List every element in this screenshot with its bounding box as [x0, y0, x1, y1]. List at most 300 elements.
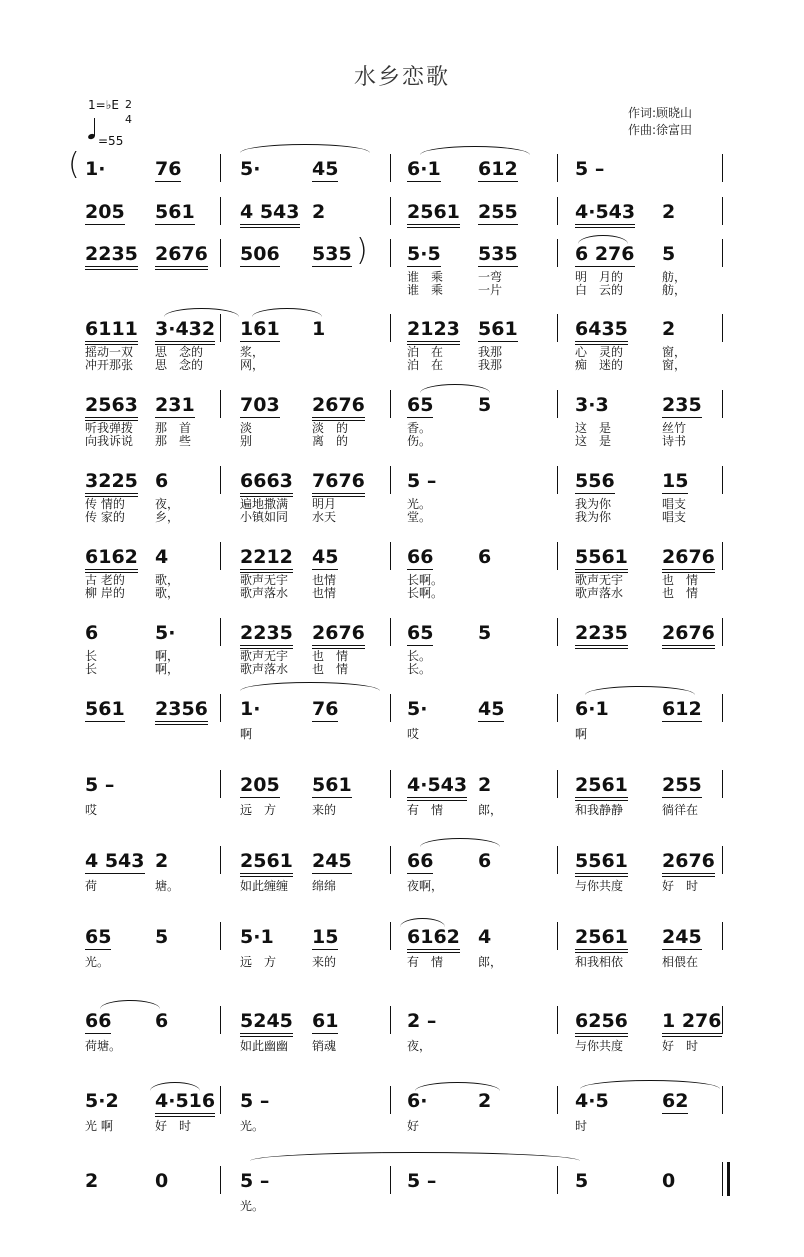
slur-mark: [250, 1152, 580, 1161]
lyric-text: 远 方: [240, 803, 277, 817]
lyric-text: 舫，: [662, 283, 687, 297]
note-group: 3·432: [155, 318, 215, 345]
bar-line: [557, 314, 558, 342]
lyric-text: 郎，: [478, 955, 503, 969]
note-group: 15: [662, 470, 689, 492]
repeat-bracket-icon: ): [356, 233, 368, 268]
lyric-text: 夜，: [155, 497, 180, 511]
note-group: 5 –: [240, 1090, 270, 1112]
note-group: 2561: [240, 850, 293, 877]
note-group: 561: [155, 201, 195, 223]
slur-mark: [252, 308, 322, 317]
note-group: 6: [155, 470, 169, 492]
lyric-text: 明 月的: [575, 270, 624, 284]
note-group: 161: [240, 318, 280, 340]
slur-mark: [580, 1080, 720, 1089]
note-group: 66: [407, 546, 434, 568]
lyricist-credit: 作词:顾晓山: [628, 106, 693, 120]
lyric-text: 唱支: [662, 510, 687, 524]
lyric-text: 来的: [312, 803, 337, 817]
lyric-text: 绵绵: [312, 879, 337, 893]
bar-line: [390, 922, 391, 950]
note-group: 2123: [407, 318, 460, 345]
lyric-text: 也情: [312, 586, 337, 600]
note-group: 2212: [240, 546, 293, 573]
note-group: 6: [155, 1010, 169, 1032]
lyric-text: 传 情的: [85, 497, 125, 511]
bar-line: [390, 846, 391, 874]
bar-line: [220, 618, 221, 646]
lyric-text: 歌声无宇: [240, 649, 289, 663]
note-group: 561: [312, 774, 352, 796]
note-group: 2: [155, 850, 169, 872]
note-group: 45: [478, 698, 505, 720]
note-group: 245: [662, 926, 702, 948]
lyric-text: 荷: [85, 879, 98, 893]
song-title: 水乡恋歌: [353, 65, 450, 90]
note-group: 5·: [240, 158, 261, 180]
lyric-text: 古 老的: [85, 573, 125, 587]
note-group: 6: [478, 850, 492, 872]
note-group: 255: [478, 201, 518, 223]
note-group: 5·5: [407, 243, 441, 265]
lyric-text: 我那: [478, 345, 503, 359]
bar-line: [722, 542, 723, 570]
bar-line: [220, 770, 221, 798]
lyric-text: 离 的: [312, 434, 349, 448]
note-group: 561: [478, 318, 518, 340]
lyric-text: 伤。: [407, 434, 432, 448]
lyric-text: 那 些: [155, 434, 192, 448]
lyric-text: 光。: [240, 1119, 265, 1133]
note-group: 4·5: [575, 1090, 609, 1112]
bar-line: [220, 390, 221, 418]
lyric-text: 好: [407, 1119, 420, 1133]
bar-line: [220, 314, 221, 342]
lyric-text: 长: [85, 662, 98, 676]
lyric-text: 这 是: [575, 421, 612, 435]
lyric-text: 光。: [85, 955, 110, 969]
note-group: 6162: [407, 926, 460, 953]
bar-line: [220, 239, 221, 267]
note-group: 561: [85, 698, 125, 720]
bar-line: [220, 1006, 221, 1034]
note-group: 5 –: [575, 158, 605, 180]
note-group: 5·1: [240, 926, 274, 948]
bar-line: [722, 154, 723, 182]
lyric-text: 冲开那张: [85, 358, 134, 372]
note-group: 703: [240, 394, 280, 416]
note-group: 6·1: [575, 698, 609, 720]
lyric-text: 也 情: [662, 586, 699, 600]
bar-line: [722, 197, 723, 225]
note-group: 2561: [575, 774, 628, 801]
note-group: 6: [478, 546, 492, 568]
note-group: 235: [662, 394, 702, 416]
bar-line: [722, 1006, 723, 1034]
lyric-text: 痴 迷的: [575, 358, 624, 372]
lyric-text: 谁 乘: [407, 270, 444, 284]
note-group: 6·: [407, 1090, 428, 1112]
lyric-text: 别: [240, 434, 253, 448]
note-group: 4·516: [155, 1090, 215, 1117]
bar-line: [557, 922, 558, 950]
slur-mark: [420, 384, 490, 393]
note-group: 15: [312, 926, 339, 948]
lyric-text: 光。: [407, 497, 432, 511]
note-group: 4: [155, 546, 169, 568]
bar-line: [390, 239, 391, 267]
lyric-text: 泊 在: [407, 358, 444, 372]
lyric-text: 水天: [312, 510, 337, 524]
slur-mark: [420, 838, 500, 847]
note-group: 65: [407, 622, 434, 644]
bar-line: [722, 922, 723, 950]
bar-line: [390, 770, 391, 798]
lyric-text: 心 灵的: [575, 345, 624, 359]
bar-line: [220, 1166, 221, 1194]
bar-line: [557, 197, 558, 225]
lyric-text: 有 情: [407, 955, 444, 969]
lyric-text: 窗，: [662, 358, 687, 372]
slur-mark: [420, 146, 530, 155]
note-group: 231: [155, 394, 195, 416]
note-group: 0: [155, 1170, 169, 1192]
lyric-text: 唱支: [662, 497, 687, 511]
lyric-text: 好 时: [662, 879, 699, 893]
lyric-text: 我那: [478, 358, 503, 372]
lyric-text: 荷塘。: [85, 1039, 122, 1053]
bar-line: [557, 390, 558, 418]
lyric-text: 舫，: [662, 270, 687, 284]
lyric-text: 哎: [407, 727, 420, 741]
note-group: 3·3: [575, 394, 609, 416]
note-group: 2235: [85, 243, 138, 270]
note-group: 0: [662, 1170, 676, 1192]
lyric-text: 哎: [85, 803, 98, 817]
bar-line: [722, 1086, 723, 1114]
lyric-text: 和我相依: [575, 955, 624, 969]
bar-line: [557, 770, 558, 798]
note-group: 5 –: [240, 1170, 270, 1192]
lyric-text: 也 情: [312, 662, 349, 676]
note-group: 5: [478, 394, 492, 416]
bar-line: [557, 239, 558, 267]
note-group: 45: [312, 158, 339, 180]
quarter-note-icon: [87, 133, 95, 140]
lyric-text: 长。: [407, 649, 432, 663]
composer-credit: 作曲:徐富田: [628, 123, 693, 137]
note-group: 1·: [240, 698, 261, 720]
lyric-text: 销魂: [312, 1039, 337, 1053]
note-group: 61: [312, 1010, 339, 1032]
lyric-text: 与你共度: [575, 1039, 624, 1053]
note-group: 2676: [662, 622, 715, 649]
lyric-text: 如此幽幽: [240, 1039, 289, 1053]
note-group: 76: [312, 698, 339, 720]
bar-line: [722, 770, 723, 798]
lyric-text: 窗，: [662, 345, 687, 359]
bar-line: [220, 542, 221, 570]
lyric-text: 啊: [240, 727, 253, 741]
lyric-text: 一弯: [478, 270, 503, 284]
lyric-text: 歌，: [155, 586, 180, 600]
lyric-text: 传 家的: [85, 510, 125, 524]
lyric-text: 啊，: [155, 662, 180, 676]
bar-line: [557, 1166, 558, 1194]
note-group: 506: [240, 243, 280, 265]
slur-mark: [400, 918, 445, 927]
note-group: 205: [85, 201, 125, 223]
bar-line: [220, 694, 221, 722]
lyric-text: 淡 的: [312, 421, 349, 435]
slur-mark: [578, 235, 628, 244]
note-group: 2676: [155, 243, 208, 270]
key-signature: 1=♭E: [88, 98, 119, 112]
lyric-text: 摇动一双: [85, 345, 134, 359]
lyric-text: 遍地撒满: [240, 497, 289, 511]
bar-line: [390, 197, 391, 225]
bar-line: [220, 197, 221, 225]
lyric-text: 也情: [312, 573, 337, 587]
note-group: 2563: [85, 394, 138, 421]
bar-line: [722, 1162, 723, 1196]
lyric-text: 好 时: [662, 1039, 699, 1053]
lyric-text: 夜啊，: [407, 879, 444, 893]
bar-line: [557, 1006, 558, 1034]
bar-line: [722, 846, 723, 874]
lyric-text: 堂。: [407, 510, 432, 524]
note-group: 65: [407, 394, 434, 416]
note-group: 5561: [575, 850, 628, 877]
lyric-text: 我为你: [575, 497, 612, 511]
repeat-bracket-icon: (: [68, 147, 80, 182]
lyric-text: 好 时: [155, 1119, 192, 1133]
lyric-text: 歌声落水: [575, 586, 624, 600]
note-group: 535: [478, 243, 518, 265]
lyric-text: 浆，: [240, 345, 265, 359]
note-group: 2676: [662, 546, 715, 573]
lyric-text: 塘。: [155, 879, 180, 893]
lyric-text: 乡，: [155, 510, 180, 524]
note-group: 2: [662, 201, 676, 223]
bar-line: [390, 390, 391, 418]
lyric-text: 淡: [240, 421, 253, 435]
lyric-text: 那 首: [155, 421, 192, 435]
note-group: 5 –: [85, 774, 115, 796]
bar-line: [390, 1166, 391, 1194]
lyric-text: 诗书: [662, 434, 687, 448]
note-group: 5 –: [407, 470, 437, 492]
lyric-text: 歌声落水: [240, 662, 289, 676]
bar-line: [220, 154, 221, 182]
slur-mark: [240, 144, 370, 153]
lyric-text: 也 情: [312, 649, 349, 663]
note-group: 535: [312, 243, 352, 265]
lyric-text: 光。: [240, 1199, 265, 1213]
note-group: 2235: [240, 622, 293, 649]
lyric-text: 长啊。: [407, 586, 444, 600]
lyric-text: 和我静静: [575, 803, 624, 817]
note-group: 245: [312, 850, 352, 872]
note-group: 5·: [155, 622, 176, 644]
note-group: 2: [662, 318, 676, 340]
note-group: 2676: [662, 850, 715, 877]
bar-line: [390, 466, 391, 494]
lyric-text: 向我诉说: [85, 434, 134, 448]
bar-line: [722, 239, 723, 267]
note-group: 4·543: [575, 201, 635, 228]
lyric-text: 歌，: [155, 573, 180, 587]
lyric-text: 丝竹: [662, 421, 687, 435]
lyric-text: 柳 岸的: [85, 586, 125, 600]
bar-line: [722, 314, 723, 342]
bar-line: [722, 618, 723, 646]
lyric-text: 啊，: [155, 649, 180, 663]
lyric-text: 歌声无宇: [240, 573, 289, 587]
note-group: 4 543: [85, 850, 145, 872]
bar-line: [557, 154, 558, 182]
lyric-text: 相偎在: [662, 955, 699, 969]
time-signature-top: 2: [125, 98, 132, 111]
bar-line: [390, 1086, 391, 1114]
note-group: 2: [478, 1090, 492, 1112]
lyric-text: 明月: [312, 497, 337, 511]
lyric-text: 泊 在: [407, 345, 444, 359]
bar-line: [557, 1086, 558, 1114]
note-group: 556: [575, 470, 615, 492]
note-group: 76: [155, 158, 182, 180]
bar-line: [557, 618, 558, 646]
lyric-text: 徜徉在: [662, 803, 699, 817]
bar-line: [722, 466, 723, 494]
final-bar-line: [727, 1162, 730, 1196]
slur-mark: [240, 682, 380, 691]
lyric-text: 一片: [478, 283, 503, 297]
lyric-text: 我为你: [575, 510, 612, 524]
lyric-text: 这 是: [575, 434, 612, 448]
bar-line: [557, 694, 558, 722]
lyric-text: 长: [85, 649, 98, 663]
bar-line: [557, 846, 558, 874]
lyric-text: 有 情: [407, 803, 444, 817]
bar-line: [557, 466, 558, 494]
bar-line: [390, 1006, 391, 1034]
note-group: 6435: [575, 318, 628, 345]
note-group: 2: [312, 201, 326, 223]
note-group: 2356: [155, 698, 208, 725]
note-group: 6256: [575, 1010, 628, 1037]
note-group: 6 276: [575, 243, 635, 265]
bar-line: [722, 390, 723, 418]
note-group: 6·1: [407, 158, 441, 180]
lyric-text: 听我弹拨: [85, 421, 134, 435]
note-group: 1·: [85, 158, 106, 180]
note-group: 2676: [312, 394, 365, 421]
note-group: 4·543: [407, 774, 467, 801]
note-group: 5245: [240, 1010, 293, 1037]
bar-line: [390, 154, 391, 182]
tempo-marking: =55: [98, 134, 124, 148]
lyric-text: 小镇如同: [240, 510, 289, 524]
note-group: 2: [85, 1170, 99, 1192]
note-group: 5·: [407, 698, 428, 720]
slur-mark: [150, 1082, 200, 1091]
bar-line: [390, 314, 391, 342]
lyric-text: 与你共度: [575, 879, 624, 893]
lyric-text: 光 啊: [85, 1119, 113, 1133]
note-group: 2561: [575, 926, 628, 953]
note-group: 1: [312, 318, 326, 340]
note-group: 2: [478, 774, 492, 796]
note-group: 45: [312, 546, 339, 568]
bar-line: [220, 846, 221, 874]
lyric-text: 远 方: [240, 955, 277, 969]
bar-line: [220, 466, 221, 494]
note-group: 2235: [575, 622, 628, 649]
lyric-text: 白 云的: [575, 283, 624, 297]
bar-line: [557, 542, 558, 570]
note-group: 66: [85, 1010, 112, 1032]
lyric-text: 谁 乘: [407, 283, 444, 297]
note-group: 5·2: [85, 1090, 119, 1112]
lyric-text: 歌声落水: [240, 586, 289, 600]
note-group: 5: [155, 926, 169, 948]
note-group: 3225: [85, 470, 138, 497]
note-group: 6663: [240, 470, 293, 497]
note-group: 5: [662, 243, 676, 265]
lyric-text: 长啊。: [407, 573, 444, 587]
lyric-text: 歌声无宇: [575, 573, 624, 587]
slur-mark: [164, 308, 239, 317]
note-group: 5: [478, 622, 492, 644]
note-group: 2561: [407, 201, 460, 228]
lyric-text: 香。: [407, 421, 432, 435]
lyric-text: 长。: [407, 662, 432, 676]
note-group: 5561: [575, 546, 628, 573]
lyric-text: 也 情: [662, 573, 699, 587]
note-group: 5: [575, 1170, 589, 1192]
lyric-text: 夜，: [407, 1039, 432, 1053]
note-group: 205: [240, 774, 280, 796]
note-group: 65: [85, 926, 112, 948]
bar-line: [390, 542, 391, 570]
note-group: 4: [478, 926, 492, 948]
note-group: 5 –: [407, 1170, 437, 1192]
lyric-text: 时: [575, 1119, 588, 1133]
note-group: 66: [407, 850, 434, 872]
note-group: 6162: [85, 546, 138, 573]
bar-line: [220, 1086, 221, 1114]
slur-mark: [585, 686, 695, 695]
lyric-text: 思 念的: [155, 358, 204, 372]
slur-mark: [100, 1000, 160, 1009]
note-group: 2 –: [407, 1010, 437, 1032]
bar-line: [220, 922, 221, 950]
lyric-text: 网，: [240, 358, 265, 372]
lyric-text: 来的: [312, 955, 337, 969]
note-group: 612: [478, 158, 518, 180]
lyric-text: 如此缠缠: [240, 879, 289, 893]
time-signature-bottom: 4: [125, 113, 132, 126]
note-group: 1 276: [662, 1010, 722, 1037]
slur-mark: [415, 1082, 500, 1091]
bar-line: [390, 694, 391, 722]
bar-line: [390, 618, 391, 646]
note-group: 62: [662, 1090, 689, 1112]
lyric-text: 思 念的: [155, 345, 204, 359]
lyric-text: 郎，: [478, 803, 503, 817]
